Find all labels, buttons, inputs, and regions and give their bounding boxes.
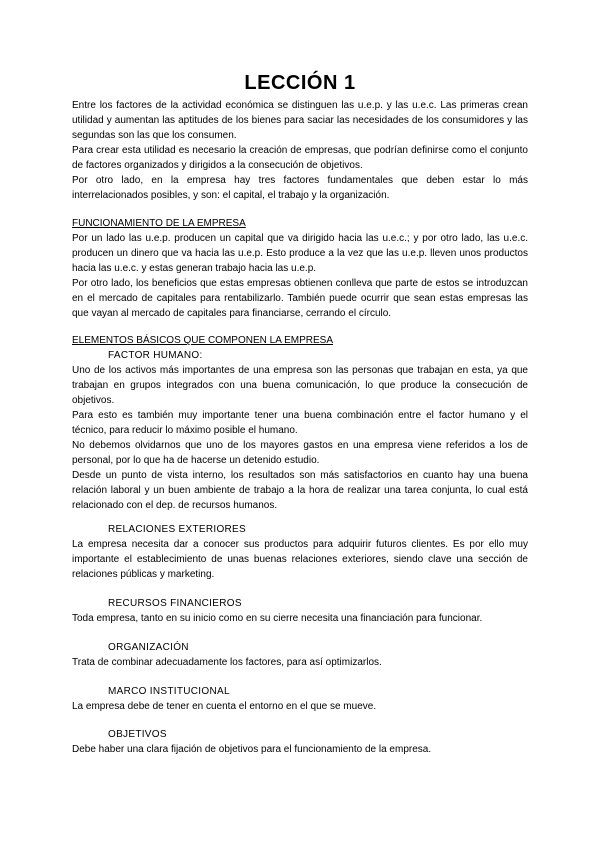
funcionamiento-heading: FUNCIONAMIENTO DE LA EMPRESA bbox=[72, 218, 246, 229]
relaciones-text: La empresa necesita dar a conocer sus productos para adquirir futuros clientes. Es por ello muy importante el establecimiento de unas buenas relaciones exteriores, siendo clave una sección de relaciones públicas y marketing. bbox=[72, 539, 528, 580]
funcionamiento-paragraph-2: Por otro lado, los beneficios que estas empresas obtienen conlleva que parte de estos se introduzcan en el mercado de capitales para rentabilizarlo. También puede ocurrir que sean estas empresas las que vayan al mercado de capitales para financiarse, cerrando el círculo. bbox=[72, 278, 528, 319]
page-title: LECCIÓN 1 bbox=[244, 72, 356, 94]
objetivos-title: OBJETIVOS bbox=[108, 729, 167, 740]
relaciones-title: RELACIONES EXTERIORES bbox=[108, 524, 246, 535]
intro-paragraph-1: Entre los factores de la actividad económica se distinguen las u.e.p. y las u.e.c. Las primeras crean utilidad y aumentan las aptitudes de los bienes para saciar las necesidades de los consumidores y las segundas son las que los consumen. bbox=[72, 100, 528, 141]
recursos-text: Toda empresa, tanto en su inicio como en su cierre necesita una financiación para funcionar. bbox=[72, 613, 483, 624]
marco-text: La empresa debe de tener en cuenta el entorno en el que se mueve. bbox=[72, 701, 377, 712]
marco-title: MARCO INSTITUCIONAL bbox=[108, 686, 230, 697]
factor-humano-title: FACTOR HUMANO: bbox=[108, 350, 203, 361]
organizacion-title: ORGANIZACIÓN bbox=[108, 642, 189, 653]
relaciones-section bbox=[72, 522, 528, 582]
elementos-heading: ELEMENTOS BÁSICOS QUE COMPONEN LA EMPRESA bbox=[72, 335, 333, 346]
factor-humano-paragraph-4: Desde un punto de vista interno, los resultados son más satisfactorios en cuanto hay una buena relación laboral y un buen ambiente de trabajo a la hora de realizar una tarea conjunta, lo cual está relacionado con el dep. de recursos humanos. bbox=[72, 470, 528, 511]
intro-paragraph-3: Por otro lado, en la empresa hay tres factores fundamentales que deben estar lo más interrelacionados posibles, y son: el capital, el trabajo y la organización. bbox=[72, 175, 528, 201]
objetivos-section bbox=[72, 727, 528, 757]
organizacion-text: Trata de combinar adecuadamente los factores, para así optimizarlos. bbox=[72, 657, 382, 668]
marco-section bbox=[72, 684, 528, 714]
intro-paragraph-2: Para crear esta utilidad es necesario la creación de empresas, que podrían definirse como el conjunto de factores organizados y dirigidos a la consecución de objetivos. bbox=[72, 145, 528, 171]
factor-humano-paragraph-1: Uno de los activos más importantes de una empresa son las personas que trabajan en esta, ya que trabajan en grupos integrados con una buena comunicación, lo que produce la consecución de objetivos. bbox=[72, 365, 528, 406]
factor-humano-paragraph-2: Para esto es también muy importante tener una buena combinación entre el factor humano y el técnico, para reducir lo máximo posible el humano. bbox=[72, 410, 528, 436]
recursos-title: RECURSOS FINANCIEROS bbox=[108, 598, 242, 609]
funcionamiento-section bbox=[72, 216, 528, 321]
recursos-section bbox=[72, 596, 528, 626]
elementos-section bbox=[72, 333, 528, 513]
funcionamiento-paragraph-1: Por un lado las u.e.p. producen un capital que va dirigido hacia las u.e.c.; y por otro lado, las u.e.c. producen un dinero que va hacia las u.e.p. Esto produce a la vez que las u.e.p. lleven unos productos hacia las u.e.c. y estas generan trabajo hacia las u.e.p. bbox=[72, 233, 528, 274]
intro-section bbox=[72, 98, 528, 203]
objetivos-text: Debe haber una clara fijación de objetivos para el funcionamiento de la empresa. bbox=[72, 744, 432, 755]
factor-humano-paragraph-3: No debemos olvidarnos que uno de los mayores gastos en una empresa viene referidos a los de personal, por lo que ha de hacerse un detenido estudio. bbox=[72, 440, 528, 466]
organizacion-section bbox=[72, 640, 528, 670]
